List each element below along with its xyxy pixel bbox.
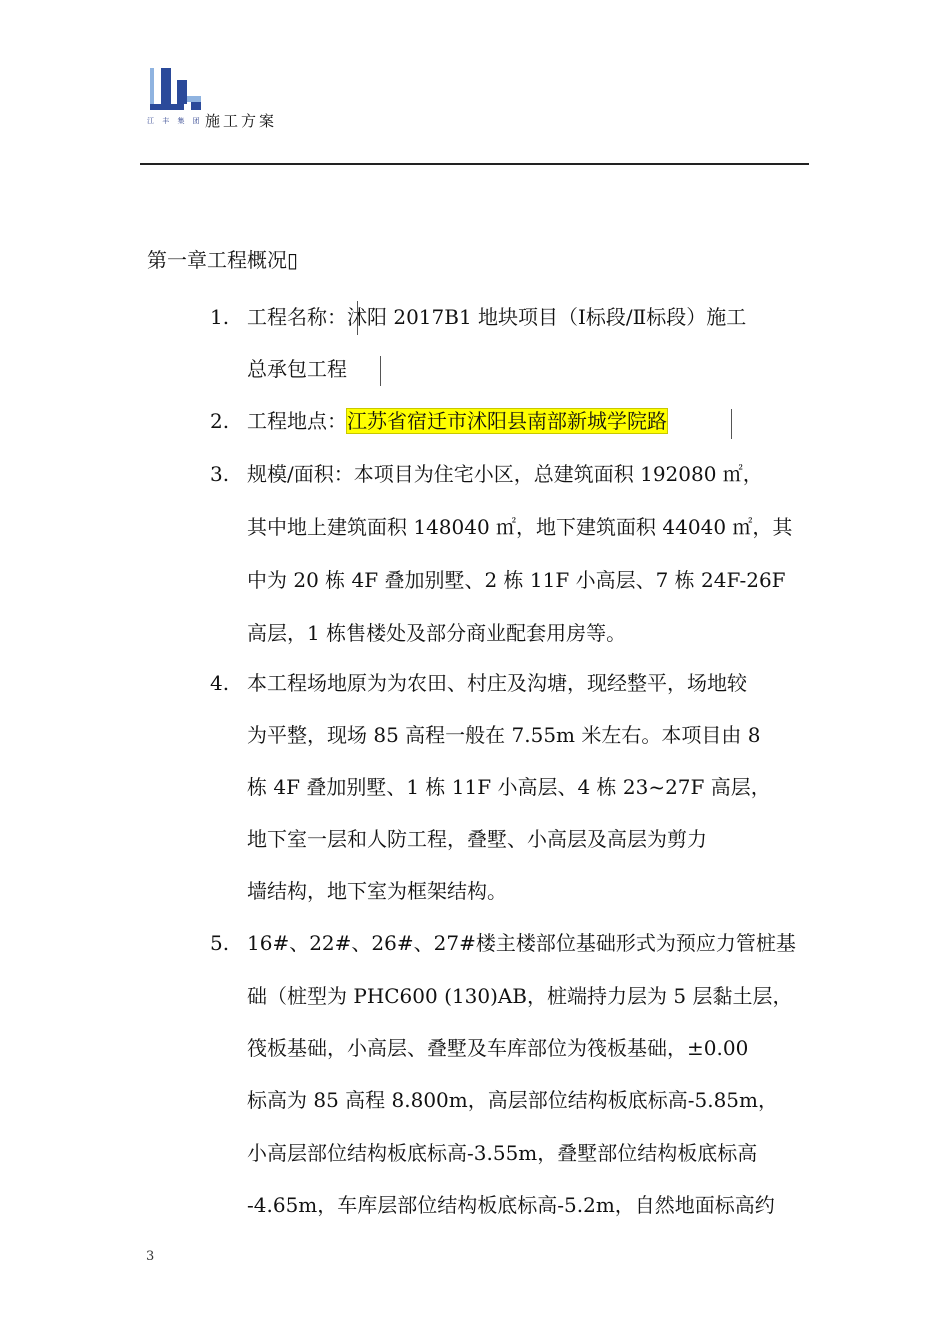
logo-caption: 江 丰 集 团 [147, 117, 203, 125]
item-line: 栋 4F 叠加别墅、1 栋 11F 小高层、4 栋 23~27F 高层， [247, 775, 771, 799]
header-divider [140, 163, 809, 165]
chapter-mark: ▯ [287, 248, 299, 272]
text-cursor-mark [380, 356, 381, 386]
item-line [247, 407, 667, 435]
page-number: 3 [146, 1249, 155, 1264]
item-line: 墙结构，地下室为框架结构。 [247, 879, 507, 903]
location-label: 工程地点： [247, 409, 347, 433]
item-line: 为平整，现场 85 高程一般在 7.55m 米左右。本项目由 8 [247, 723, 761, 747]
item-line: 16#、22#、26#、27#楼主楼部位基础形式为预应力管桩基 [247, 931, 796, 955]
item-line: 总承包工程 [247, 357, 347, 381]
text-cursor-mark [357, 301, 358, 335]
item-line: 高层，1 栋售楼处及部分商业配套用房等。 [247, 621, 627, 645]
item-line: 标高为 85 高程 8.800m，高层部位结构板底标高-5.85m， [247, 1088, 778, 1112]
item-line: 中为 20 栋 4F 叠加别墅、2 栋 11F 小高层、7 栋 24F-26F [247, 568, 786, 592]
item-number: 4. [210, 671, 230, 695]
item-number: 3. [210, 462, 230, 486]
item-line: 其中地上建筑面积 148040 ㎡，地下建筑面积 44040 ㎡，其 [247, 515, 793, 539]
item-line: 础（桩型为 PHC600 (130)AB，桩端持力层为 5 层黏土层， [247, 984, 793, 1008]
header-title: 施工方案 [205, 112, 278, 130]
item-number: 2. [210, 409, 230, 433]
chapter-title-text: 第一章工程概况 [147, 248, 287, 272]
location-highlight: 江苏省宿迁市沭阳县南部新城学院路 [347, 409, 667, 433]
item-line: 本工程场地原为为农田、村庄及沟塘，现经整平，场地较 [247, 671, 747, 695]
item-line: 地下室一层和人防工程，叠墅、小高层及高层为剪力 [247, 827, 707, 851]
item-line: 筏板基础，小高层、叠墅及车库部位为筏板基础，±0.00 [247, 1036, 749, 1060]
chapter-title [147, 244, 298, 273]
text-cursor-mark [731, 409, 732, 439]
item-line: 规模/面积：本项目为住宅小区，总建筑面积 192080 ㎡， [247, 462, 763, 486]
item-line: 小高层部位结构板底标高-3.55m，叠墅部位结构板底标高 [247, 1141, 758, 1165]
item-number: 1. [210, 305, 230, 329]
item-line: 工程名称：沭阳 2017B1 地块项目（Ⅰ标段/Ⅱ标段）施工 [247, 305, 747, 329]
item-line: -4.65m，车库层部位结构板底标高-5.2m，自然地面标高约 [247, 1193, 775, 1217]
item-number: 5. [210, 931, 230, 955]
